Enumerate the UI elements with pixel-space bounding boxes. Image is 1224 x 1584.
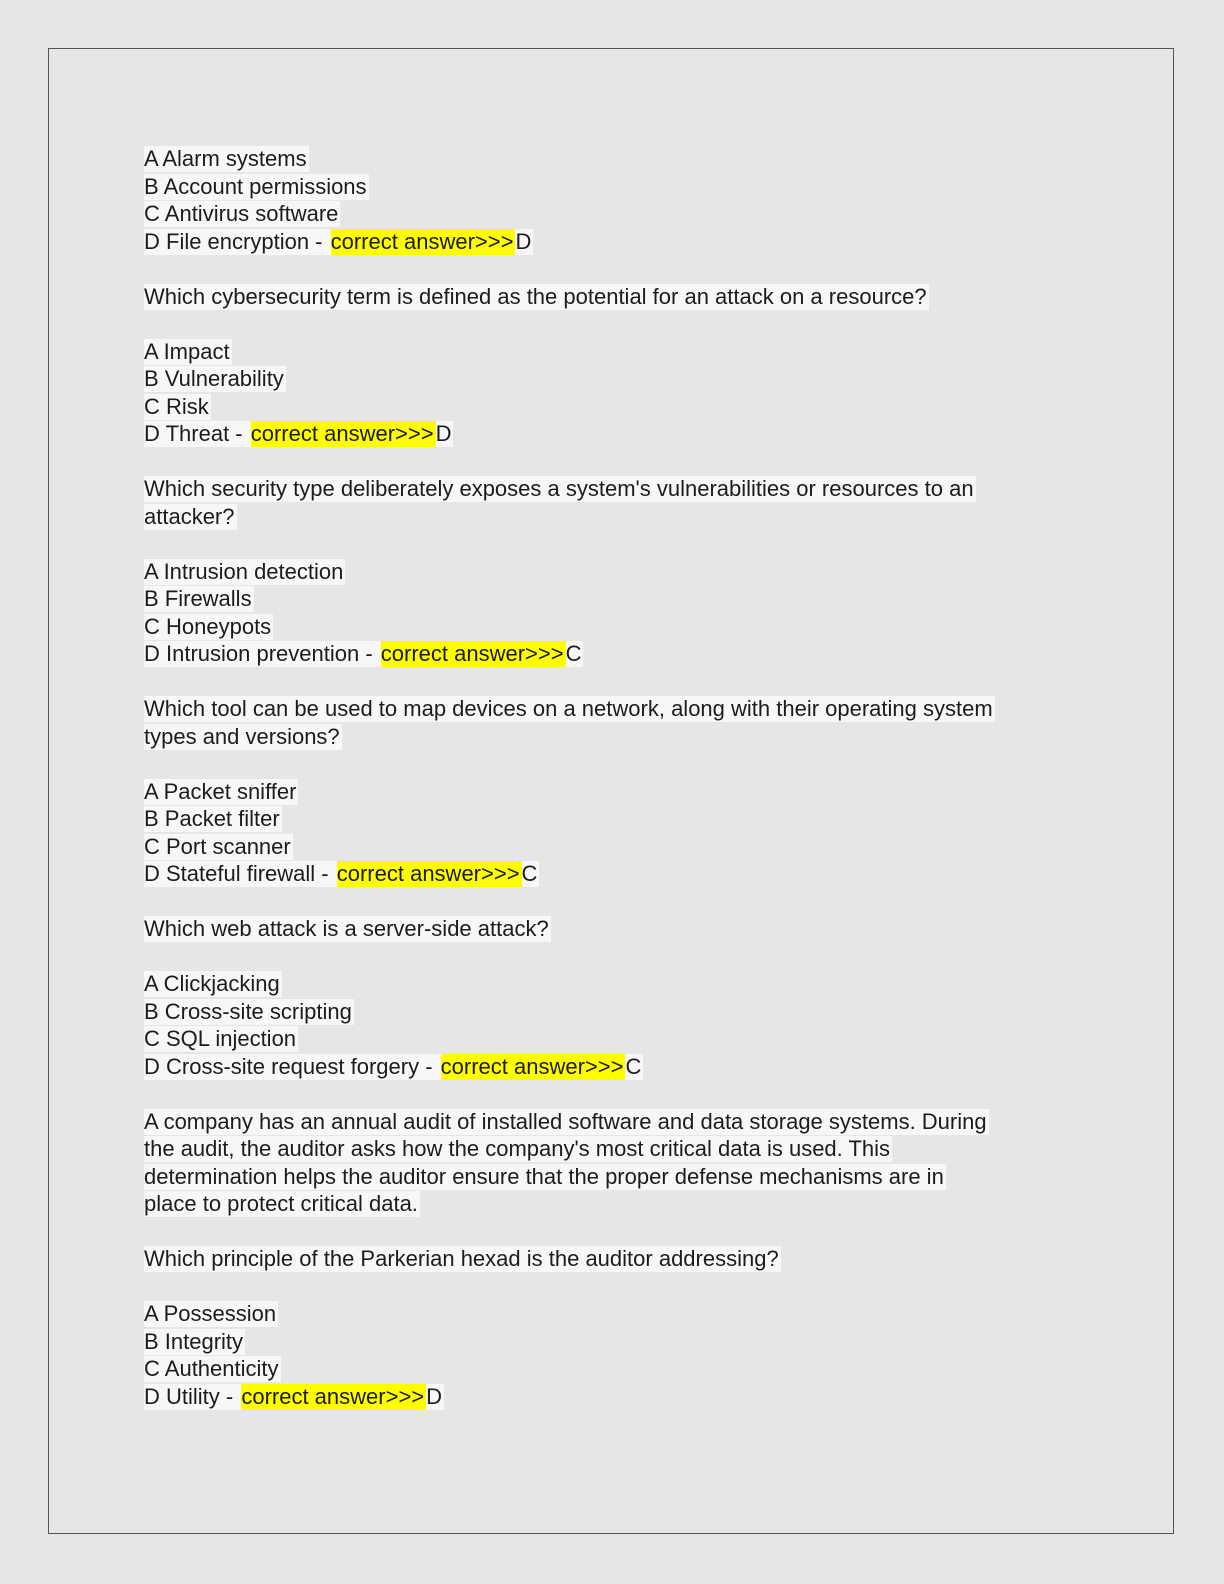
question-text: attacker? bbox=[144, 503, 235, 529]
scenario-text: A company has an annual audit of installed software and data storage systems. During bbox=[144, 1108, 987, 1134]
answer-option bbox=[144, 1355, 1074, 1383]
scenario-text: determination helps the auditor ensure that the proper defense mechanisms are in bbox=[144, 1163, 944, 1189]
correct-answer-letter: D bbox=[426, 1383, 443, 1409]
scenario-line bbox=[144, 1190, 1074, 1218]
blank-line bbox=[144, 1218, 1074, 1246]
correct-answer-letter: C bbox=[521, 861, 538, 886]
document-content bbox=[144, 145, 1074, 1410]
answer-option bbox=[144, 173, 1074, 201]
correct-answer-letter: D bbox=[435, 421, 452, 446]
option-text: D Intrusion prevention - bbox=[144, 641, 379, 666]
option-text: C SQL injection bbox=[144, 1026, 297, 1051]
question-line bbox=[144, 723, 1074, 751]
answer-option bbox=[144, 393, 1074, 421]
option-text: A Possession bbox=[144, 1301, 277, 1326]
option-text: C Port scanner bbox=[144, 833, 291, 859]
answer-option bbox=[144, 805, 1074, 833]
answer-option bbox=[144, 338, 1074, 366]
option-text: A Intrusion detection bbox=[144, 558, 344, 584]
answer-option bbox=[144, 613, 1074, 641]
question-line bbox=[144, 503, 1074, 531]
answer-option bbox=[144, 228, 1074, 256]
correct-answer-highlight: correct answer>>> bbox=[380, 641, 564, 666]
scenario-text: the audit, the auditor asks how the company's most critical data is used. This bbox=[144, 1136, 891, 1161]
answer-option bbox=[144, 1053, 1074, 1081]
option-text: A Alarm systems bbox=[144, 146, 307, 171]
question-text: Which cybersecurity term is defined as the potential for an attack on a resource? bbox=[144, 283, 927, 309]
answer-option bbox=[144, 365, 1074, 393]
answer-option bbox=[144, 1328, 1074, 1356]
option-text: A Packet sniffer bbox=[144, 778, 297, 804]
answer-option bbox=[144, 1383, 1074, 1411]
correct-answer-highlight: correct answer>>> bbox=[241, 1383, 425, 1409]
correct-answer-highlight: correct answer>>> bbox=[440, 1053, 624, 1079]
correct-answer-highlight: correct answer>>> bbox=[330, 228, 514, 254]
option-text: B Account permissions bbox=[144, 173, 367, 199]
blank-line bbox=[144, 888, 1074, 916]
blank-line bbox=[144, 668, 1074, 696]
scenario-text: place to protect critical data. bbox=[144, 1191, 418, 1216]
answer-option bbox=[144, 200, 1074, 228]
option-text: D File encryption - bbox=[144, 228, 329, 254]
option-text: A Clickjacking bbox=[144, 971, 280, 996]
scenario-line bbox=[144, 1135, 1074, 1163]
answer-option bbox=[144, 1300, 1074, 1328]
question-line bbox=[144, 475, 1074, 503]
option-text: C Honeypots bbox=[144, 613, 272, 639]
scenario-line bbox=[144, 1163, 1074, 1191]
question-text: Which principle of the Parkerian hexad is the auditor addressing? bbox=[144, 1246, 779, 1271]
option-text: C Risk bbox=[144, 393, 209, 419]
answer-option bbox=[144, 970, 1074, 998]
question-text: Which web attack is a server-side attack? bbox=[144, 916, 549, 941]
correct-answer-highlight: correct answer>>> bbox=[336, 861, 520, 886]
correct-answer-letter: D bbox=[515, 228, 532, 254]
document-page bbox=[48, 48, 1174, 1534]
option-text: D Stateful firewall - bbox=[144, 861, 335, 886]
answer-option bbox=[144, 860, 1074, 888]
question-line bbox=[144, 1245, 1074, 1273]
answer-option bbox=[144, 558, 1074, 586]
option-text: C Antivirus software bbox=[144, 201, 339, 226]
question-text: Which security type deliberately exposes a system's vulnerabilities or resources to an bbox=[144, 476, 974, 501]
scenario-line bbox=[144, 1108, 1074, 1136]
option-text: D Utility - bbox=[144, 1383, 240, 1409]
answer-option bbox=[144, 640, 1074, 668]
answer-option bbox=[144, 420, 1074, 448]
answer-option bbox=[144, 833, 1074, 861]
answer-option bbox=[144, 998, 1074, 1026]
answer-option bbox=[144, 778, 1074, 806]
answer-option bbox=[144, 585, 1074, 613]
blank-line bbox=[144, 310, 1074, 338]
question-line bbox=[144, 915, 1074, 943]
correct-answer-letter: C bbox=[625, 1053, 642, 1079]
blank-line bbox=[144, 1080, 1074, 1108]
option-text: C Authenticity bbox=[144, 1356, 279, 1381]
blank-line bbox=[144, 750, 1074, 778]
question-line bbox=[144, 283, 1074, 311]
option-text: D Cross-site request forgery - bbox=[144, 1053, 439, 1079]
answer-option bbox=[144, 145, 1074, 173]
blank-line bbox=[144, 943, 1074, 971]
answer-option bbox=[144, 1025, 1074, 1053]
option-text: B Firewalls bbox=[144, 586, 252, 611]
blank-line bbox=[144, 255, 1074, 283]
blank-line bbox=[144, 530, 1074, 558]
question-text: types and versions? bbox=[144, 723, 340, 749]
blank-line bbox=[144, 1273, 1074, 1301]
option-text: B Packet filter bbox=[144, 806, 280, 831]
option-text: B Vulnerability bbox=[144, 366, 284, 391]
question-text: Which tool can be used to map devices on a network, along with their operating system bbox=[144, 696, 993, 721]
blank-line bbox=[144, 448, 1074, 476]
option-text: D Threat - bbox=[144, 421, 249, 446]
question-line bbox=[144, 695, 1074, 723]
option-text: A Impact bbox=[144, 338, 230, 364]
option-text: B Integrity bbox=[144, 1328, 244, 1354]
correct-answer-letter: C bbox=[565, 641, 582, 666]
option-text: B Cross-site scripting bbox=[144, 998, 352, 1024]
correct-answer-highlight: correct answer>>> bbox=[250, 421, 434, 446]
